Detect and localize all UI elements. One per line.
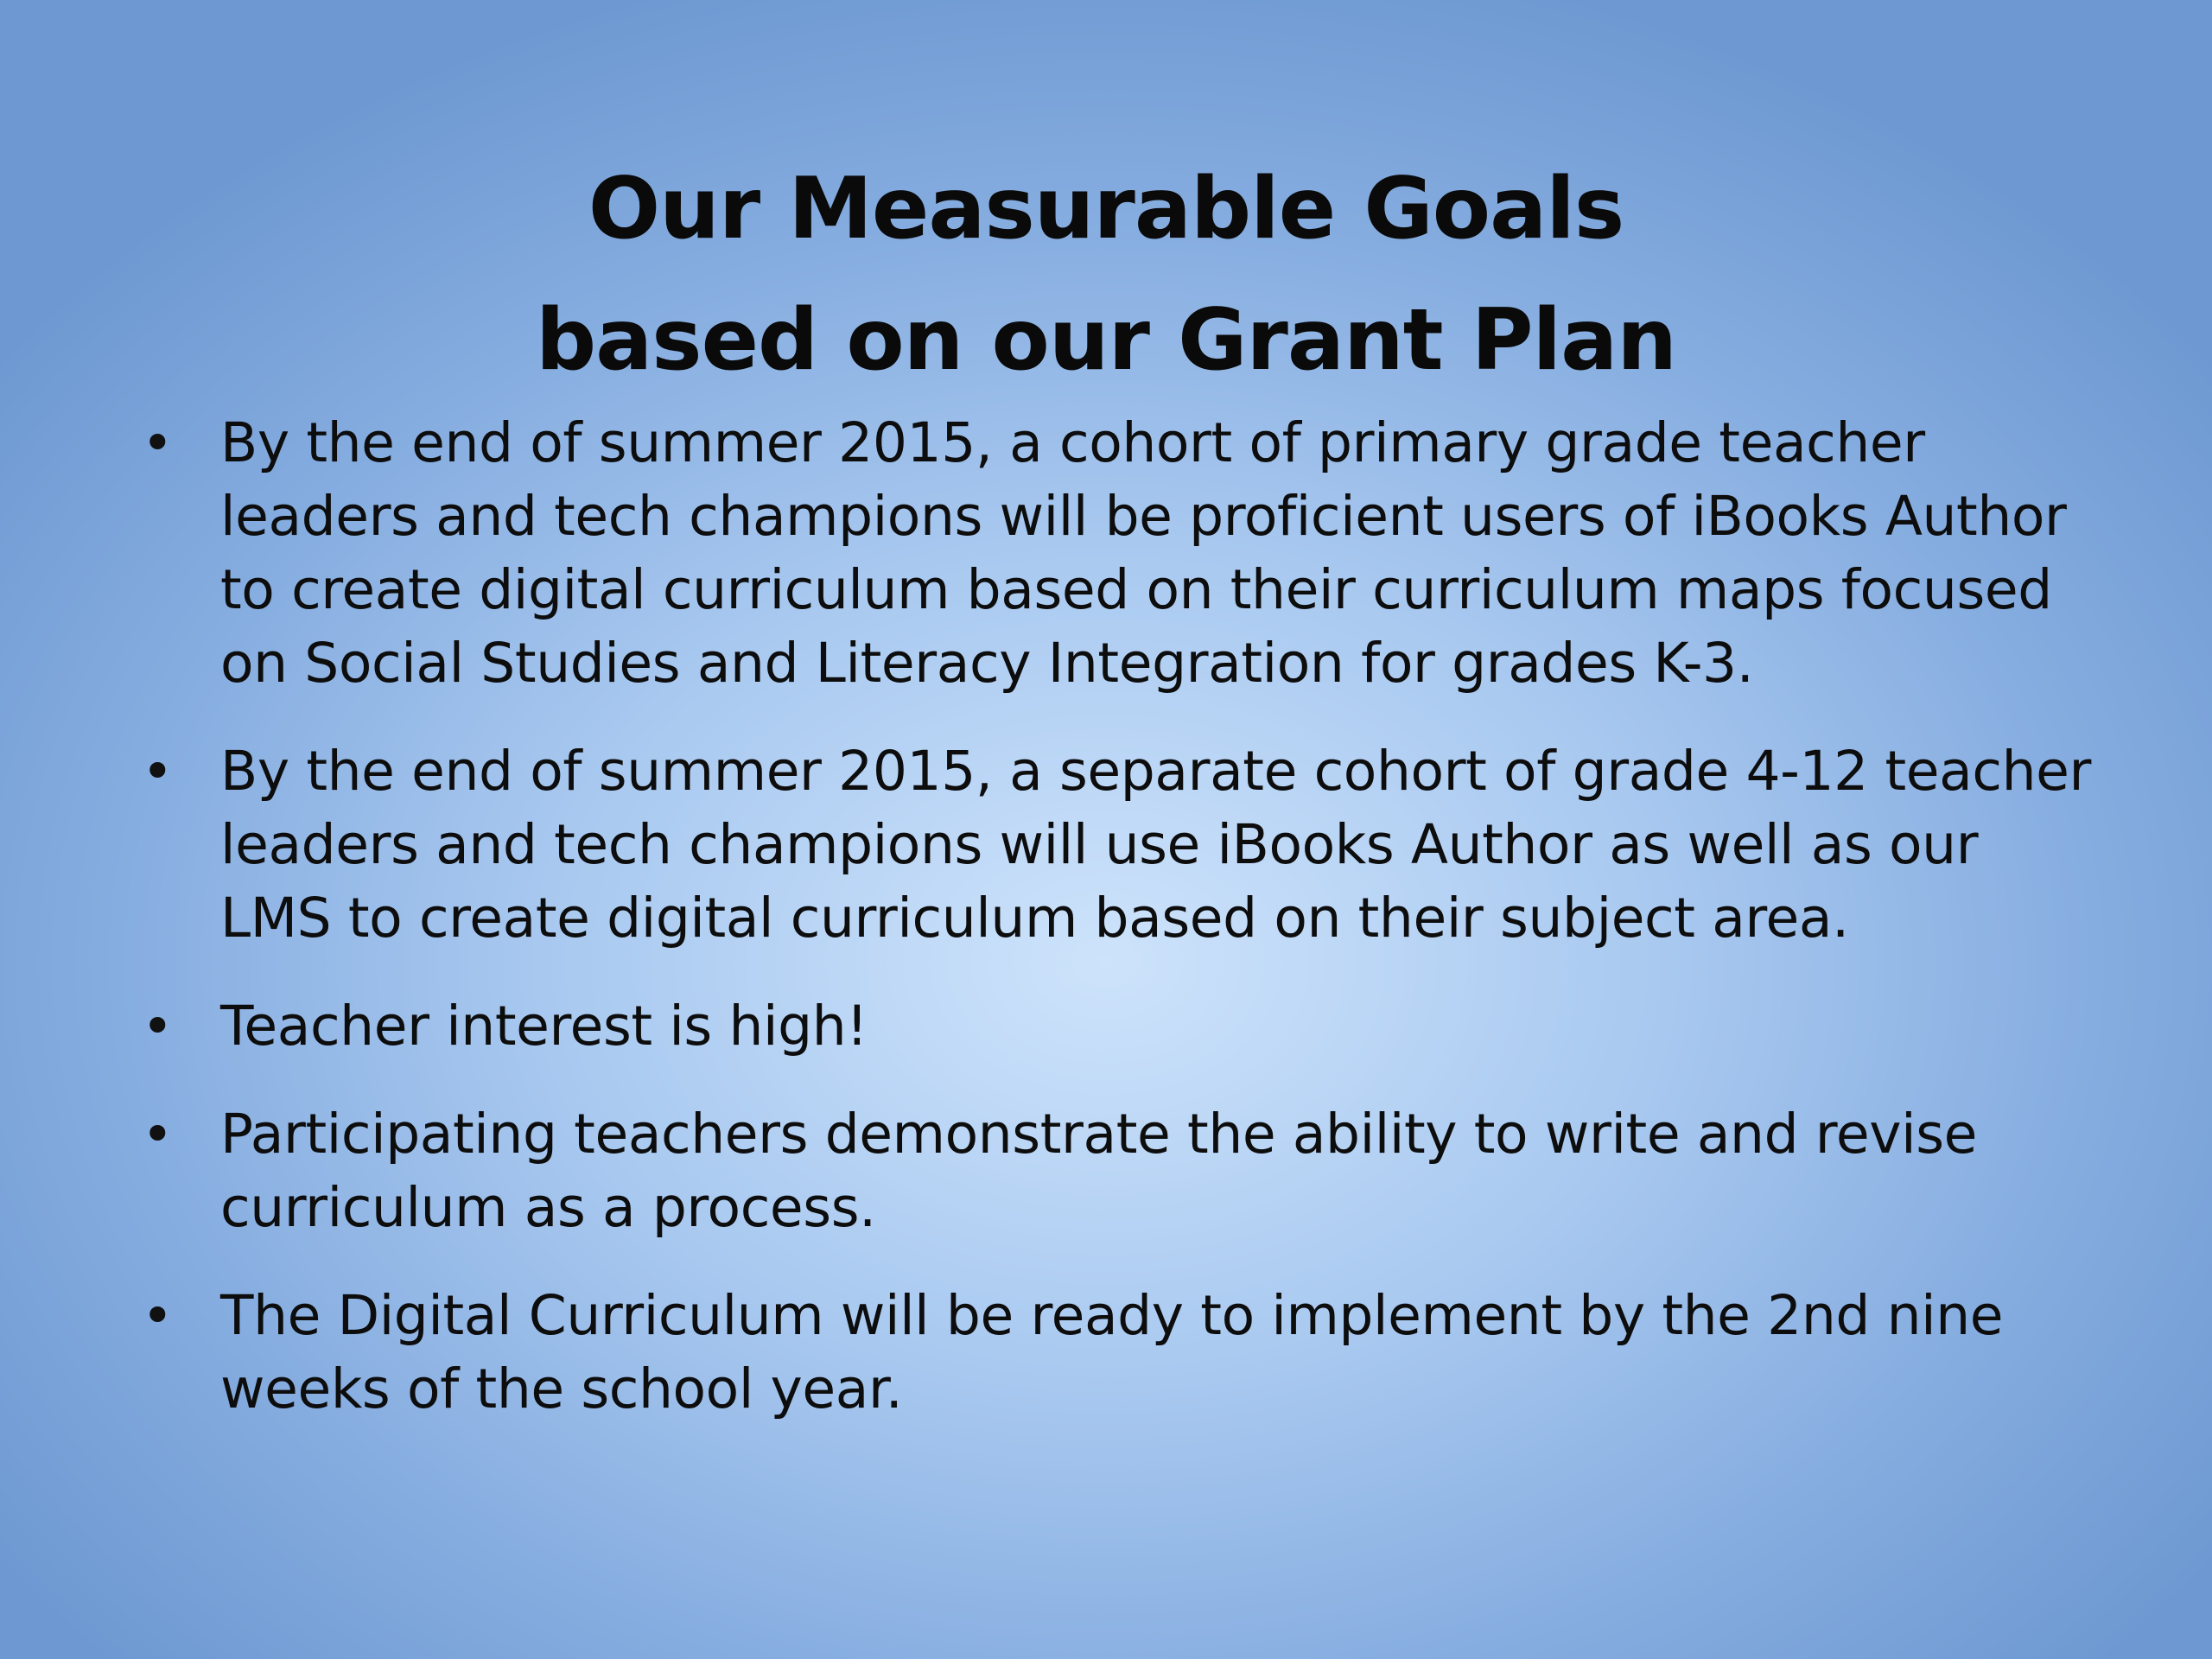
slide-title-line-2: based on our Grant Plan <box>535 290 1677 390</box>
bullet-icon: • <box>142 740 174 803</box>
bullet-item-4 <box>138 1097 2091 1244</box>
slide-title <box>0 143 2212 406</box>
bullet-text-3: Teacher interest is high! <box>220 995 868 1058</box>
bullet-item-3 <box>138 989 2091 1063</box>
bullet-list <box>138 406 2091 1460</box>
bullet-icon: • <box>142 1284 174 1347</box>
bullet-item-1 <box>138 406 2091 700</box>
bullet-item-5 <box>138 1279 2091 1426</box>
slide-title-line-1: Our Measurable Goals <box>588 159 1624 258</box>
bullet-icon: • <box>142 1103 174 1166</box>
bullet-item-2 <box>138 734 2091 955</box>
bullet-text-5: The Digital Curriculum will be ready to implement by the 2nd nine weeks of the school year. <box>220 1284 2004 1421</box>
bullet-icon: • <box>142 411 174 474</box>
bullet-text-4: Participating teachers demonstrate the ability to write and revise curriculum as a process. <box>220 1103 1978 1239</box>
bullet-text-1: By the end of summer 2015, a cohort of primary grade teacher leaders and tech champions will be proficient users of iBooks Author to create digital curriculum based on their curriculum maps focused on Social Studies and Literacy Integration for grades K-3. <box>220 411 2067 695</box>
bullet-icon: • <box>142 995 174 1058</box>
bullet-text-2: By the end of summer 2015, a separate cohort of grade 4-12 teacher leaders and tech champions will use iBooks Author as well as our LMS to create digital curriculum based on their subject area. <box>220 740 2091 950</box>
